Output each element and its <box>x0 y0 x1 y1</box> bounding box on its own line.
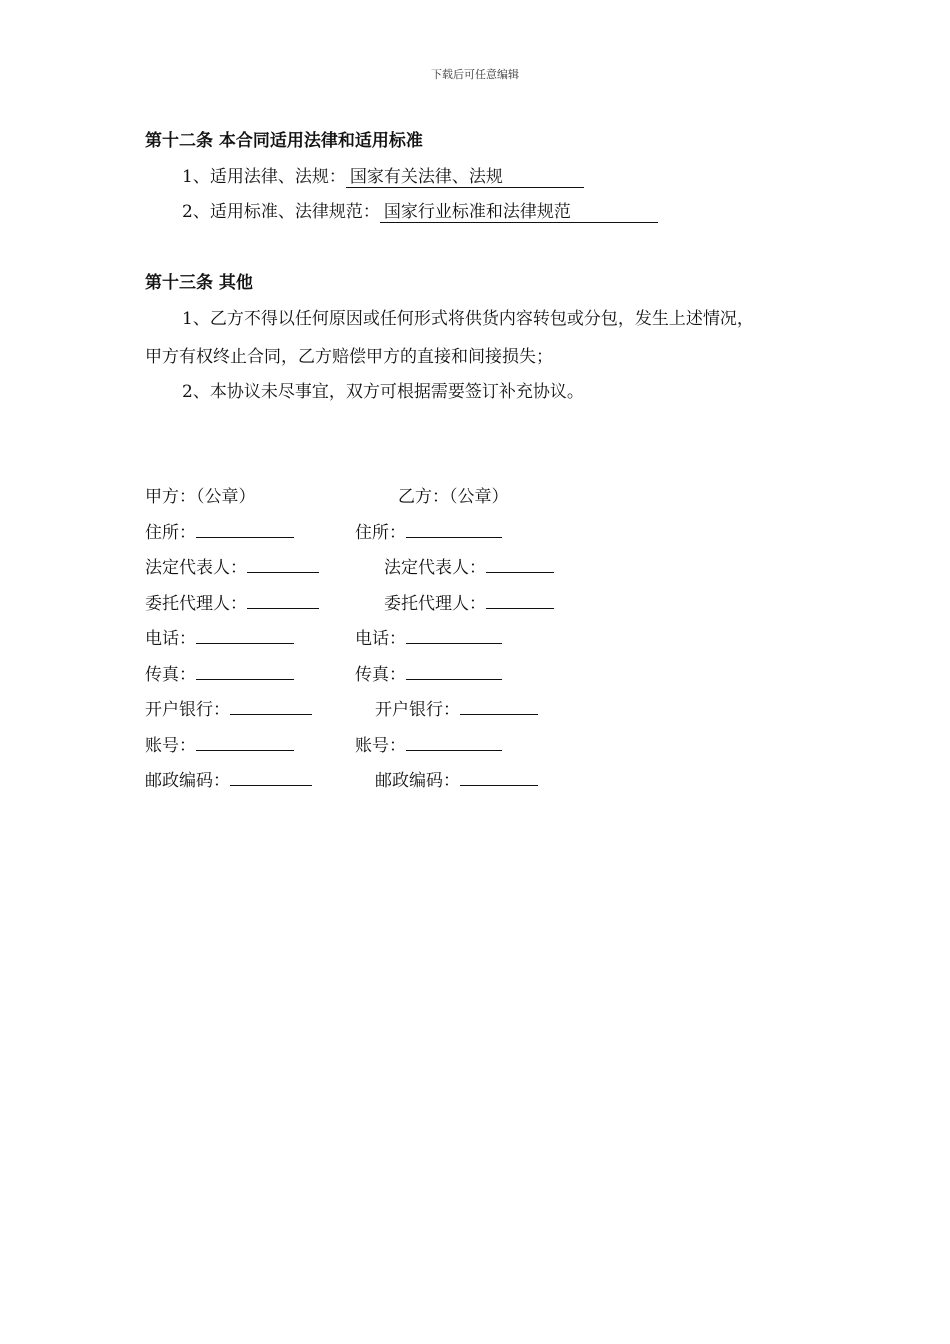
party-a-agent <box>145 589 319 614</box>
article-13-heading: 第十三条 其他 <box>145 273 253 293</box>
header-note: 下载后可任意编辑 <box>431 68 519 81</box>
party-b-legal-rep-label: 法定代表人： <box>384 558 486 578</box>
party-b-postcode <box>375 766 538 791</box>
article-12-item-1-label: 1、适用法律、法规： <box>182 167 346 187</box>
party-a-account-label: 账号： <box>145 736 196 756</box>
article-12-heading: 第十二条 本合同适用法律和适用标准 <box>145 131 423 151</box>
party-a-fax <box>145 660 294 685</box>
party-b-bank-blank[interactable] <box>460 700 538 715</box>
party-b-address-label: 住所： <box>355 523 406 543</box>
party-b-agent <box>384 589 554 614</box>
party-a-legal-rep-label: 法定代表人： <box>145 558 247 578</box>
party-b-account-blank[interactable] <box>406 736 502 751</box>
party-b-agent-blank[interactable] <box>486 594 554 609</box>
party-a-address-label: 住所： <box>145 523 196 543</box>
article-12-item-1-value: 国家有关法律、法规 <box>346 168 584 188</box>
article-12-item-2 <box>182 197 658 223</box>
party-b-bank <box>375 695 538 720</box>
party-a-legal-rep <box>145 553 319 578</box>
party-b-legal-rep-blank[interactable] <box>486 558 554 573</box>
party-a-agent-blank[interactable] <box>247 594 319 609</box>
party-a-account-blank[interactable] <box>196 736 294 751</box>
article-13-item-1-line-2: 甲方有权终止合同，乙方赔偿甲方的直接和间接损失； <box>145 347 553 367</box>
party-a-bank-blank[interactable] <box>230 700 312 715</box>
party-b-phone-label: 电话： <box>355 629 406 649</box>
party-b-account <box>355 731 502 756</box>
party-b-legal-rep <box>384 553 554 578</box>
party-b-fax-blank[interactable] <box>406 665 502 680</box>
party-b-bank-label: 开户银行： <box>375 700 460 720</box>
party-a-phone-blank[interactable] <box>196 629 294 644</box>
party-a-fax-label: 传真： <box>145 665 196 685</box>
party-b-fax-label: 传真： <box>355 665 406 685</box>
party-b-address-blank[interactable] <box>406 523 502 538</box>
party-b-account-label: 账号： <box>355 736 406 756</box>
party-b-address <box>355 518 502 543</box>
article-12-item-2-value: 国家行业标准和法律规范 <box>380 203 658 223</box>
party-a-postcode-blank[interactable] <box>230 771 312 786</box>
party-a-bank <box>145 695 312 720</box>
article-13-item-1-line-1: 1、乙方不得以任何原因或任何形式将供货内容转包或分包，发生上述情况， <box>182 309 754 329</box>
party-a-account <box>145 731 294 756</box>
party-b-phone-blank[interactable] <box>406 629 502 644</box>
party-b-postcode-blank[interactable] <box>460 771 538 786</box>
party-b-agent-label: 委托代理人： <box>384 594 486 614</box>
party-a-phone-label: 电话： <box>145 629 196 649</box>
party-a-seal: 甲方：（公章） <box>145 487 256 507</box>
party-a-legal-rep-blank[interactable] <box>247 558 319 573</box>
article-12-item-2-label: 2、适用标准、法律规范： <box>182 202 380 222</box>
party-a-fax-blank[interactable] <box>196 665 294 680</box>
article-12-item-1 <box>182 162 584 188</box>
party-b-fax <box>355 660 502 685</box>
party-a-postcode-label: 邮政编码： <box>145 771 230 791</box>
party-a-agent-label: 委托代理人： <box>145 594 247 614</box>
party-a-phone <box>145 624 294 649</box>
party-a-address <box>145 518 294 543</box>
party-b-seal: 乙方：（公章） <box>398 487 509 507</box>
article-13-item-2: 2、本协议未尽事宜，双方可根据需要签订补充协议。 <box>182 382 584 402</box>
party-a-bank-label: 开户银行： <box>145 700 230 720</box>
party-b-postcode-label: 邮政编码： <box>375 771 460 791</box>
party-a-address-blank[interactable] <box>196 523 294 538</box>
party-a-postcode <box>145 766 312 791</box>
party-b-phone <box>355 624 502 649</box>
